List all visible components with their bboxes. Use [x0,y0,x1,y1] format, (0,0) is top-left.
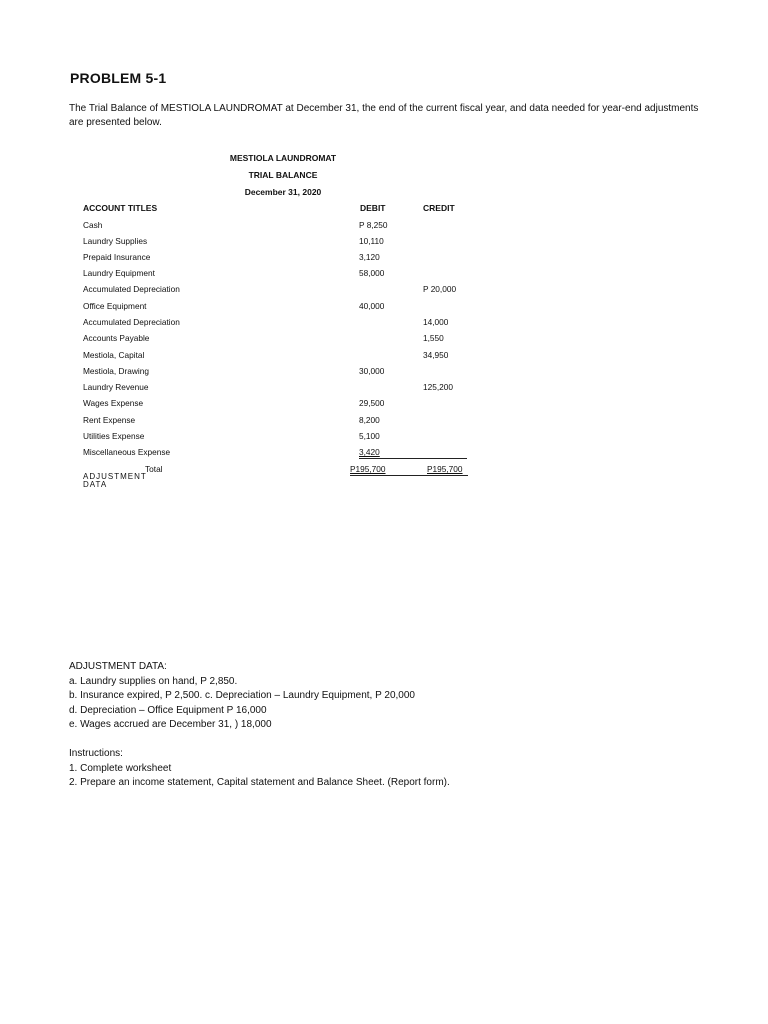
account-title: Laundry Revenue [83,382,149,392]
debit-amount: 58,000 [359,268,385,278]
table-row [0,284,768,300]
table-row [0,333,768,349]
problem-title: PROBLEM 5-1 [70,70,167,86]
account-title: Accumulated Depreciation [83,284,180,294]
debit-amount: P 8,250 [359,220,388,230]
adjustment-heading: ADJUSTMENT DATA: [69,661,167,672]
table-row [0,398,768,414]
account-title: Rent Expense [83,415,136,425]
adjustment-item: b. Insurance expired, P 2,500. c. Depreciation – Laundry Equipment, P 20,000 [69,690,415,701]
instructions [69,747,450,791]
adjustment-data [69,660,415,733]
debit-amount: 8,200 [359,415,380,425]
account-title: Mestiola, Capital [83,350,145,360]
table-row [0,301,768,317]
tb-company-name: MESTIOLA LAUNDROMAT [229,153,337,163]
instructions-heading: Instructions: [69,748,123,759]
credit-amount: 125,200 [423,382,453,392]
total-rule [350,475,468,476]
cut-off-text-label: ADJUSTMENT DATA [83,472,147,489]
table-row [0,252,768,268]
table-row [0,317,768,333]
account-title: Laundry Supplies [83,236,148,246]
debit-amount: 10,110 [359,236,384,246]
debit-amount: 3,120 [359,252,380,262]
intro-paragraph: The Trial Balance of MESTIOLA LAUNDROMAT at December 31, the end of the current fiscal year, and data needed for year-end adjustments are presented below. [69,103,699,128]
subtotal-rule [359,458,467,459]
total-debit: P195,700 [350,464,386,474]
account-title: Utilities Expense [83,431,145,441]
tb-title: TRIAL BALANCE [248,170,318,180]
adjustment-item: d. Depreciation – Office Equipment P 16,000 [69,704,267,716]
credit-amount: 34,950 [423,350,449,360]
account-title: Miscellaneous Expense [83,447,171,457]
tb-date: December 31, 2020 [244,187,322,197]
account-title: Cash [83,220,103,230]
table-row [0,220,768,236]
instruction-item: 1. Complete worksheet [69,762,172,774]
account-title: Mestiola, Drawing [83,366,149,376]
instruction-item: 2. Prepare an income statement, Capital statement and Balance Sheet. (Report form). [69,777,450,788]
table-row [0,431,768,447]
table-row [0,350,768,366]
account-title: Accounts Payable [83,333,150,343]
credit-amount: 14,000 [423,317,449,327]
total-label: Total [145,464,163,474]
account-title: Laundry Equipment [83,268,155,278]
table-row [0,366,768,382]
table-row [0,415,768,431]
account-title: Office Equipment [83,301,147,311]
credit-amount: P 20,000 [423,284,457,294]
header-account-titles: ACCOUNT TITLES [83,203,158,213]
table-row [0,382,768,398]
debit-amount: 5,100 [359,431,380,441]
account-title: Wages Expense [83,398,144,408]
header-debit: DEBIT [360,203,386,213]
cut-off-text [83,472,173,489]
account-title: Accumulated Depreciation [83,317,180,327]
adjustment-item: e. Wages accrued are December 31, ) 18,000 [69,719,272,730]
debit-amount: 3,420 [359,447,380,457]
debit-amount: 40,000 [359,301,385,311]
credit-amount: 1,550 [423,333,444,343]
debit-amount: 30,000 [359,366,385,376]
header-credit: CREDIT [423,203,455,213]
table-row [0,447,768,463]
adjustment-item: a. Laundry supplies on hand, P 2,850. [69,675,238,687]
account-title: Prepaid Insurance [83,252,151,262]
table-row [0,268,768,284]
debit-amount: 29,500 [359,398,385,408]
total-credit: P195,700 [427,464,463,474]
table-row [0,236,768,252]
